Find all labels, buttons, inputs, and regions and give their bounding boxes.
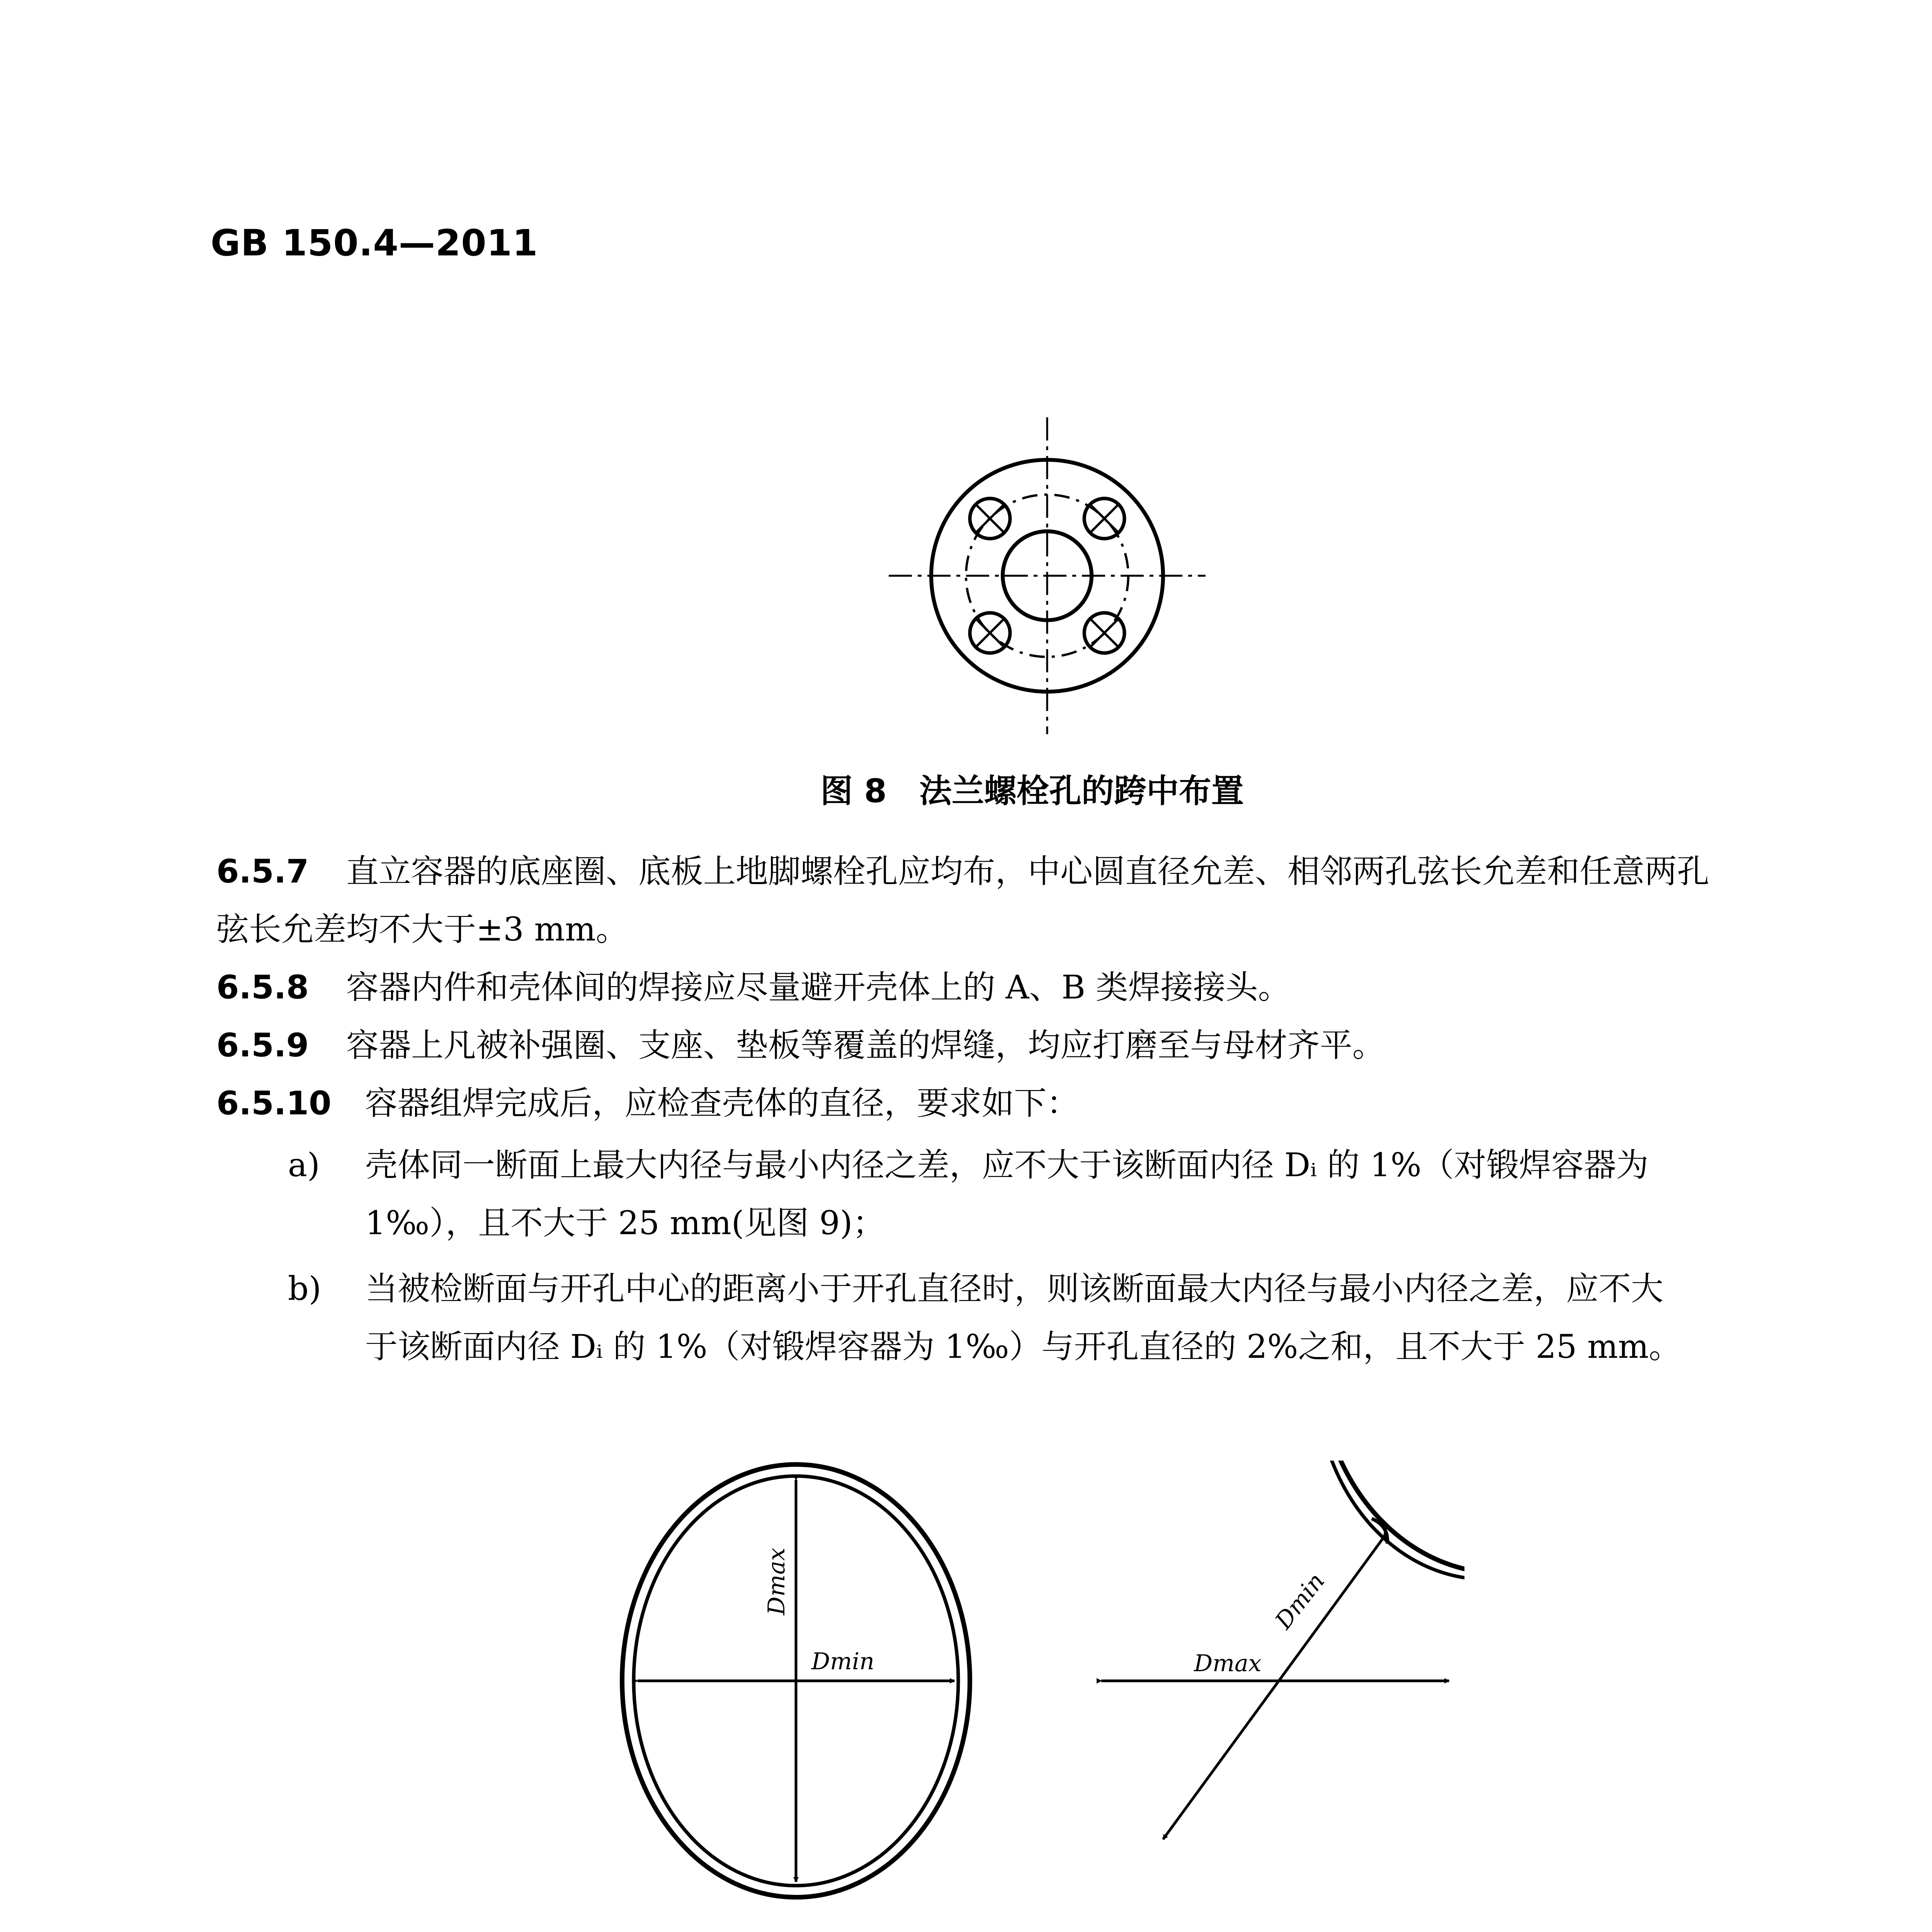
figure-9-right-shell bbox=[1086, 1461, 1464, 1901]
dmin-label: Dmin bbox=[1270, 1568, 1330, 1634]
section-6-5-9 bbox=[216, 1016, 1385, 1074]
item-a-line1: 壳体同一断面上最大内径与最小内径之差，应不大于该断面内径 Dᵢ 的 1%（对锻焊容器为 bbox=[365, 1146, 1649, 1184]
figure-8-flange-drawing bbox=[889, 417, 1206, 734]
dmax-label: Dmax bbox=[1194, 1650, 1262, 1677]
section-6-5-8 bbox=[216, 958, 1291, 1016]
section-number: 6.5.8 bbox=[216, 968, 309, 1006]
dmin-dimension-line bbox=[1163, 1538, 1383, 1839]
section-text: 容器内件和壳体间的焊接应尽量避开壳体上的 A、B 类焊接接头。 bbox=[346, 968, 1291, 1006]
bolt-hole-bottom-left bbox=[970, 613, 1010, 653]
section-text: 容器上凡被补强圈、支座、垫板等覆盖的焊缝，均应打磨至与母材齐平。 bbox=[346, 1026, 1385, 1064]
bolt-hole-bottom-right bbox=[1084, 613, 1124, 653]
item-b-line1: 当被检断面与开孔中心的距离小于开孔直径时，则该断面最大内径与最小内径之差，应不大 bbox=[365, 1270, 1664, 1308]
dmin-label: Dmin bbox=[811, 1648, 874, 1675]
section-number: 6.5.10 bbox=[216, 1084, 332, 1122]
bolt-hole-top-left bbox=[970, 498, 1010, 539]
bolt-hole-top-right bbox=[1084, 498, 1124, 539]
figure-9-left-shell bbox=[618, 1461, 974, 1901]
section-6-5-10 bbox=[216, 1074, 1079, 1132]
item-a-label: a) bbox=[288, 1146, 320, 1184]
section-text: 容器组焊完成后，应检查壳体的直径，要求如下： bbox=[365, 1084, 1079, 1122]
section-6-5-7 bbox=[216, 842, 1709, 900]
section-number: 6.5.9 bbox=[216, 1026, 309, 1064]
item-b-line2: 于该断面内径 Dᵢ 的 1%（对锻焊容器为 1‰）与开孔直径的 2%之和，且不大于 25 mm。 bbox=[365, 1328, 1682, 1366]
item-a-line2: 1‰），且不大于 25 mm(见图 9)； bbox=[365, 1204, 885, 1242]
dmax-label: Dmax bbox=[763, 1548, 790, 1615]
section-6-5-7-cont: 弦长允差均不大于±3 mm。 bbox=[216, 910, 628, 948]
document-code-header: GB 150.4—2011 bbox=[211, 222, 538, 264]
item-b-label: b) bbox=[288, 1270, 321, 1308]
section-number: 6.5.7 bbox=[216, 852, 309, 890]
section-text-line: 直立容器的底座圈、底板上地脚螺栓孔应均布，中心圆直径允差、相邻两孔弦长允差和任意两孔 bbox=[346, 852, 1709, 890]
figure-8-caption: 图 8 法兰螺栓孔的跨中布置 bbox=[820, 772, 1244, 810]
